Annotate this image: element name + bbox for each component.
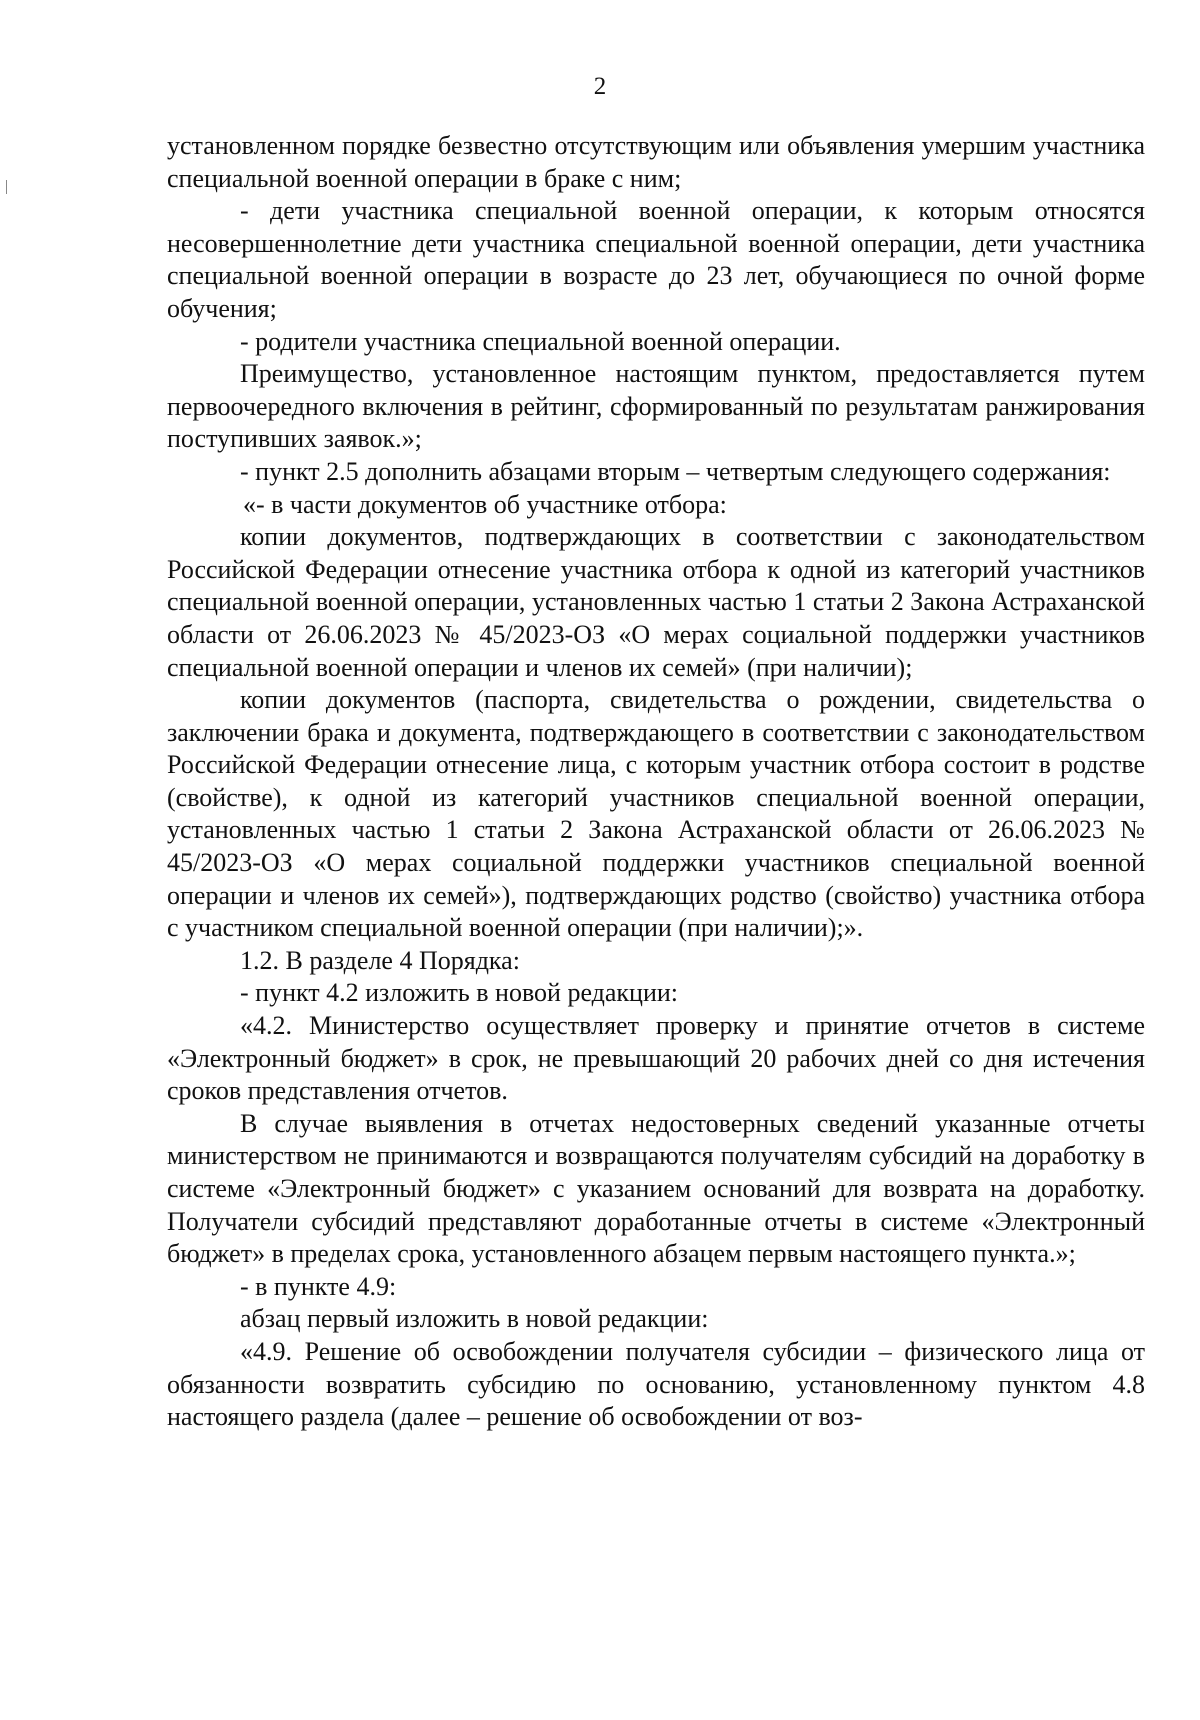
paragraph-15: «4.9. Решение об освобождении получателя субсидии – физического лица от обязанности возвратить субсидию по основанию, установленному пунктом 4.8 настоящего раздела (далее – решение об освобождении от воз- xyxy=(167,1336,1145,1432)
scan-artifact xyxy=(6,180,7,194)
paragraph-10: - пункт 4.2 изложить в новой редакции: xyxy=(240,978,679,1008)
paragraph-7: копии документов, подтверждающих в соответствии с законодательством Российской Федерации отнесение участника отбора к одной из категорий участников специальной военной операции, установленных частью 1 статьи 2 Закона Астраханской области от 26.06.2023 № 45/2023-ОЗ «О мерах социальной поддержки участников специальной военной операции и членов их семей» (при наличии); xyxy=(167,522,1145,682)
paragraph-1: установленном порядке безвестно отсутствующим или объявления умершим участника специальной военной операции в браке с ним; xyxy=(167,131,1145,193)
paragraph-8: копии документов (паспорта, свидетельства о рождении, свидетельства о заключении брака и документа, подтверждающего в соответствии с законодательством Российской Федерации отнесение лица, с которым участник отбора состоит в родстве (свойстве), к одной из категорий участников специальной военной операции, установленных частью 1 статьи 2 Закона Астраханской области от 26.06.2023 № 45/2023-ОЗ «О мерах социальной поддержки участников специальной военной операции и членов их семей»), подтверждающих родство (свойство) участника отбора с участником специальной военной операции (при наличии);». xyxy=(167,685,1145,943)
paragraph-11: «4.2. Министерство осуществляет проверку и принятие отчетов в системе «Электронный бюджет» в срок, не превышающий 20 рабочих дней со дня истечения сроков представления отчетов. xyxy=(167,1011,1145,1106)
page-number: 2 xyxy=(593,73,607,100)
paragraph-13: - в пункте 4.9: xyxy=(240,1271,397,1301)
paragraph-9: 1.2. В разделе 4 Порядка: xyxy=(240,945,520,975)
paragraph-3: - родители участника специальной военной операции. xyxy=(240,326,841,356)
paragraph-6: «- в части документов об участнике отбора: xyxy=(243,489,727,519)
paragraph-2: - дети участника специальной военной операции, к которым относятся несовершеннолетние дети участника специальной военной операции, дети участника специальной военной операции в возрасте до 23 лет, обучающиеся по очной форме обучения; xyxy=(167,196,1145,323)
document-body xyxy=(167,130,1145,1434)
paragraph-12: В случае выявления в отчетах недостоверных сведений указанные отчеты министерством не принимаются и возвращаются получателям субсидий на доработку в системе «Электронный бюджет» с указанием оснований для возврата на доработку. Получатели субсидий представляют доработанные отчеты в системе «Электронный бюджет» в пределах срока, установленного абзацем первым настоящего пункта.»; xyxy=(167,1108,1145,1269)
paragraph-4: Преимущество, установленное настоящим пунктом, предоставляется путем первоочередного включения в рейтинг, сформированный по результатам ранжирования поступивших заявок.»; xyxy=(167,359,1145,454)
paragraph-5: - пункт 2.5 дополнить абзацами вторым – четвертым следующего содержания: xyxy=(240,456,1111,486)
paragraph-14: абзац первый изложить в новой редакции: xyxy=(240,1304,709,1334)
